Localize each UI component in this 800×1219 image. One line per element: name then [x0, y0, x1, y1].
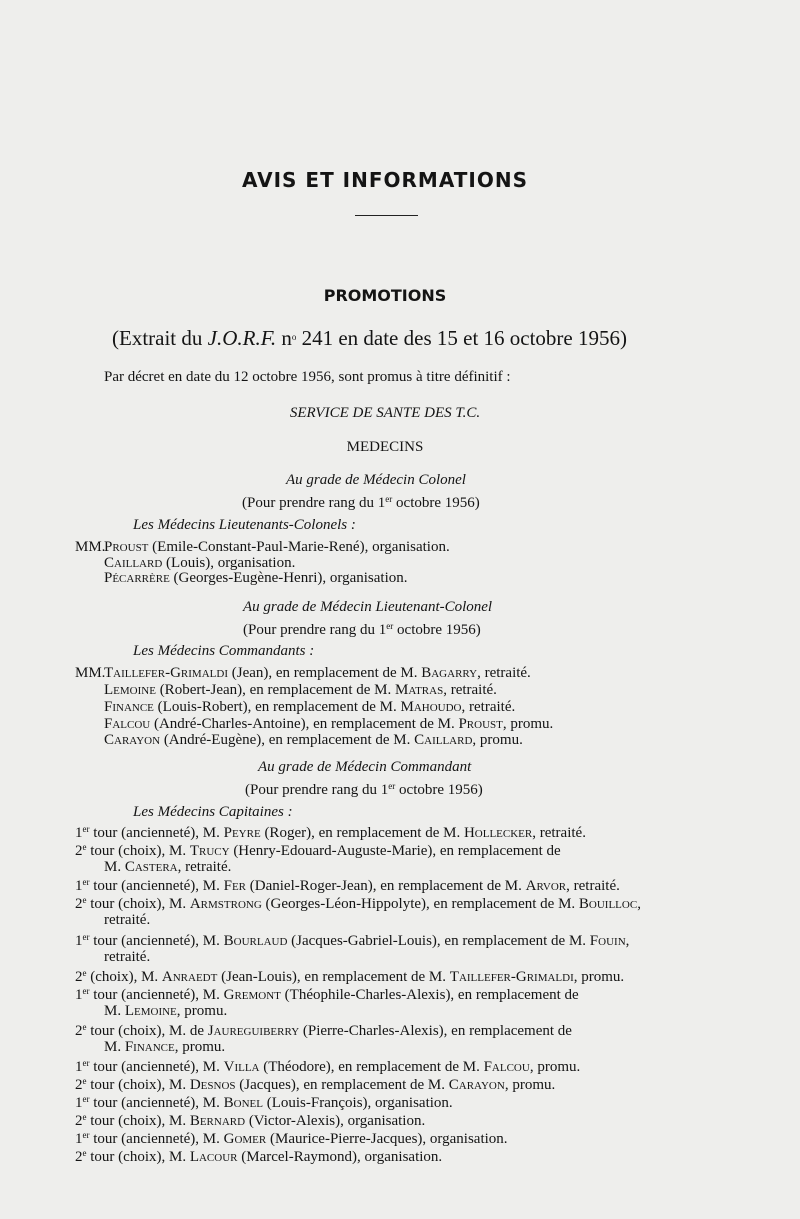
list-item-continuation: retraité. — [104, 912, 151, 928]
mm-label: MM. — [75, 539, 106, 555]
section-title: PROMOTIONS — [323, 286, 447, 305]
service-heading: SERVICE DE SANTE DES T.C. — [289, 405, 481, 421]
list-item: Lemoine (Robert-Jean), en remplacement de M. Matras, retraité. — [104, 682, 497, 698]
list-item: 1er tour (ancienneté), M. Fer (Daniel-Roger-Jean), en remplacement de M. Arvor, retraité. — [75, 877, 620, 894]
list-item: Taillefer-Grimaldi (Jean), en remplacement de M. Bagarry, retraité. — [104, 665, 531, 681]
rank-subheading: Les Médecins Capitaines : — [133, 804, 293, 820]
list-item: 2e tour (choix), M. Bernard (Victor-Alexis), organisation. — [75, 1112, 426, 1129]
list-item-continuation: M. Castera, retraité. — [104, 859, 232, 875]
decree-line: Par décret en date du 12 octobre 1956, sont promus à titre définitif : — [104, 369, 511, 385]
corps-heading: MEDECINS — [346, 439, 424, 455]
list-item: Carayon (André-Eugène), en remplacement de M. Caillard, promu. — [104, 732, 523, 748]
rank-subheading: Les Médecins Lieutenants-Colonels : — [133, 517, 356, 533]
grade-heading: Au grade de Médecin Lieutenant-Colonel — [243, 599, 493, 615]
list-item: 2e (choix), M. Anraedt (Jean-Louis), en remplacement de M. Taillefer-Grimaldi, promu. — [75, 968, 625, 985]
grade-heading: Au grade de Médecin Commandant — [258, 759, 472, 775]
list-item: 1er tour (ancienneté), M. Bonel (Louis-François), organisation. — [75, 1094, 453, 1111]
rang-line: (Pour prendre rang du 1er octobre 1956) — [245, 781, 483, 798]
list-item: 2e tour (choix), M. Armstrong (Georges-Léon-Hippolyte), en remplacement de M. Bouilloc, — [75, 895, 641, 912]
rank-subheading: Les Médecins Commandants : — [133, 643, 315, 659]
extract-reference: (Extrait du J.O.R.F. $n^o$ 241 en date des 15 et 16 octobre 1956) — [112, 326, 627, 350]
list-item: Finance (Louis-Robert), en remplacement de M. Mahoudo, retraité. — [104, 699, 516, 715]
page-title: AVIS ET INFORMATIONS — [242, 168, 528, 192]
list-item: 2e tour (choix), M. Desnos (Jacques), en remplacement de M. Carayon, promu. — [75, 1076, 556, 1093]
list-item: 1er tour (ancienneté), M. Peyre (Roger), en remplacement de M. Hollecker, retraité. — [75, 824, 586, 841]
list-item-continuation: M. Lemoine, promu. — [104, 1003, 228, 1019]
rang-line: (Pour prendre rang du 1er octobre 1956) — [243, 621, 481, 638]
list-item: 2e tour (choix), M. de Jaureguiberry (Pierre-Charles-Alexis), en remplacement de — [75, 1022, 572, 1039]
list-item-continuation: M. Finance, promu. — [104, 1039, 226, 1055]
list-item: Falcou (André-Charles-Antoine), en remplacement de M. Proust, promu. — [104, 716, 554, 732]
list-item: 1er tour (ancienneté), M. Gomer (Maurice-Pierre-Jacques), organisation. — [75, 1130, 508, 1147]
rang-line: (Pour prendre rang du 1er octobre 1956) — [242, 494, 480, 511]
grade-heading: Au grade de Médecin Colonel — [286, 472, 466, 488]
list-item: 1er tour (ancienneté), M. Bourlaud (Jacques-Gabriel-Louis), en remplacement de M. Fouin, — [75, 932, 630, 949]
list-item: Pécarrère (Georges-Eugène-Henri), organisation. — [104, 570, 408, 586]
list-item: 2e tour (choix), M. Trucy (Henry-Edouard-Auguste-Marie), en remplacement de — [75, 842, 561, 859]
list-item: 1er tour (ancienneté), M. Villa (Théodore), en remplacement de M. Falcou, promu. — [75, 1058, 581, 1075]
list-item-continuation: retraité. — [104, 949, 151, 965]
list-item: 1er tour (ancienneté), M. Gremont (Théophile-Charles-Alexis), en remplacement de — [75, 986, 579, 1003]
list-item: Caillard (Louis), organisation. — [104, 555, 296, 571]
list-item: Proust (Emile-Constant-Paul-Marie-René), organisation. — [104, 539, 450, 555]
mm-label: MM. — [75, 665, 106, 681]
list-item: 2e tour (choix), M. Lacour (Marcel-Raymond), organisation. — [75, 1148, 443, 1165]
title-divider — [355, 215, 418, 216]
